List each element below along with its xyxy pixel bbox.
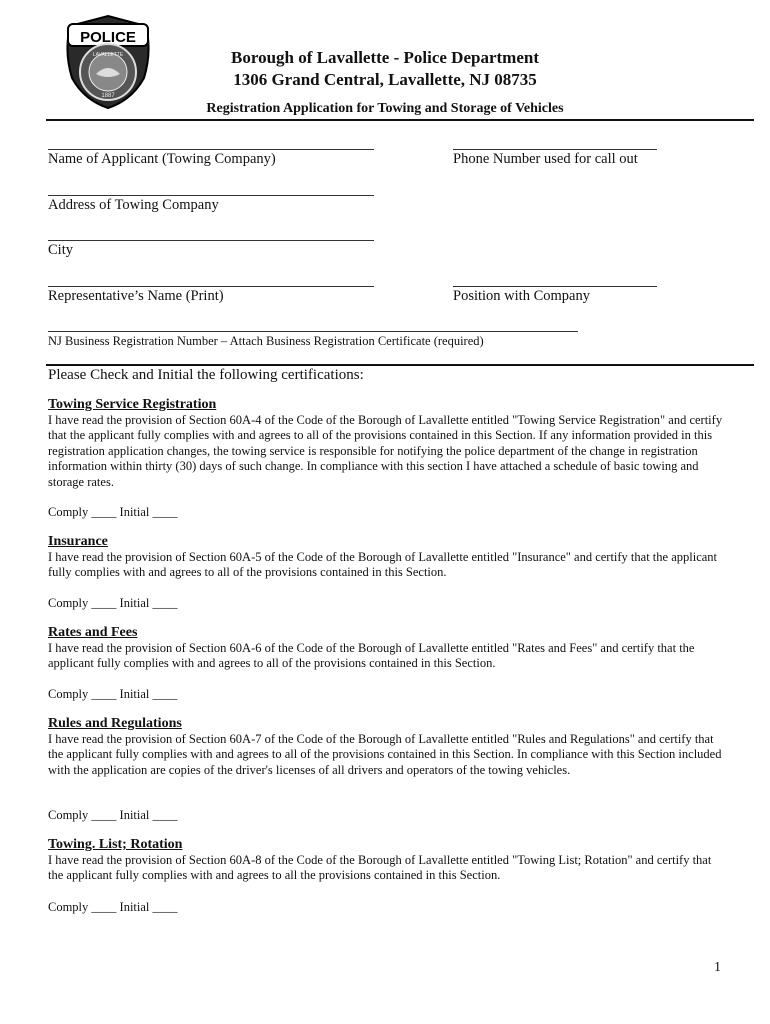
representative-name-line[interactable] xyxy=(48,286,374,287)
section-body: I have read the provision of Section 60A-6 of the Code of the Borough of Lavallette entitled "Rates and Fees" and certify that the applicant fully complies with and agrees to all of the provisions contained in this Section. xyxy=(48,641,695,671)
section-heading: Towing. List; Rotation xyxy=(48,837,183,852)
department-address: 1306 Grand Central, Lavallette, NJ 08735 xyxy=(233,70,537,89)
comply-initial-line[interactable]: Comply ____ Initial ____ xyxy=(48,505,178,519)
city-label: City xyxy=(48,242,73,258)
section-heading: Rates and Fees xyxy=(48,625,138,640)
phone-label: Phone Number used for call out xyxy=(453,151,638,167)
address-label: Address of Towing Company xyxy=(48,197,219,213)
position-line[interactable] xyxy=(453,286,657,287)
comply-initial-line[interactable]: Comply ____ Initial ____ xyxy=(48,900,178,914)
address-line[interactable] xyxy=(48,195,374,196)
certifications-intro: Please Check and Initial the following certifications: xyxy=(48,367,364,383)
badge-ring-text: LAVALLETTE xyxy=(92,52,124,58)
applicant-name-line[interactable] xyxy=(48,149,374,150)
representative-name-label: Representative’s Name (Print) xyxy=(48,288,224,304)
comply-initial-line[interactable]: Comply ____ Initial ____ xyxy=(48,808,178,822)
nj-registration-label: NJ Business Registration Number – Attach Business Registration Certificate (required) xyxy=(48,334,484,348)
comply-initial-line[interactable]: Comply ____ Initial ____ xyxy=(48,596,178,610)
nj-registration-line[interactable] xyxy=(48,331,578,332)
page-number: 1 xyxy=(714,960,721,975)
section-body: I have read the provision of Section 60A-7 of the Code of the Borough of Lavallette entitled "Rules and Regulations" and certify that the applicant fully complies with and agrees to all of the provisions contained in this Section. In compliance with this Section included with the application are copies of the driver's licenses of all drivers and operators of the towing vehicles. xyxy=(48,732,722,777)
fields-divider xyxy=(46,364,754,366)
phone-line[interactable] xyxy=(453,149,657,150)
position-label: Position with Company xyxy=(453,288,590,304)
badge-year: 1887 xyxy=(101,93,115,99)
section-body: I have read the provision of Section 60A-4 of the Code of the Borough of Lavallette entitled "Towing Service Registration" and certify that the applicant fully complies with and agrees to all of the provisions contained in this Section. If any information provided in this registration application changes, the towing service is responsible for notifying the police department of the change in registration information within thirty (30) days of such change. In compliance with this section I have attached a schedule of basic towing and storage rates. xyxy=(48,413,723,489)
city-line[interactable] xyxy=(48,240,374,241)
section-body: I have read the provision of Section 60A-5 of the Code of the Borough of Lavallette entitled "Insurance" and certify that the applicant fully complies with and agrees to all of the provisions contained in this Section. xyxy=(48,550,718,580)
section-heading: Rules and Regulations xyxy=(48,716,182,731)
header-divider xyxy=(46,119,754,121)
section-body: I have read the provision of Section 60A-8 of the Code of the Borough of Lavallette entitled "Towing List; Rotation" and certify that the applicant fully complies with and agrees to all the provisions contained in this Section. xyxy=(48,853,712,883)
applicant-name-label: Name of Applicant (Towing Company) xyxy=(48,151,276,167)
comply-initial-line[interactable]: Comply ____ Initial ____ xyxy=(48,687,178,701)
police-badge-logo xyxy=(58,12,158,112)
form-subtitle: Registration Application for Towing and Storage of Vehicles xyxy=(206,101,564,116)
department-title: Borough of Lavallette - Police Department xyxy=(231,48,539,67)
section-heading: Insurance xyxy=(48,534,108,549)
section-heading: Towing Service Registration xyxy=(48,397,217,412)
badge-text: POLICE xyxy=(80,29,136,46)
